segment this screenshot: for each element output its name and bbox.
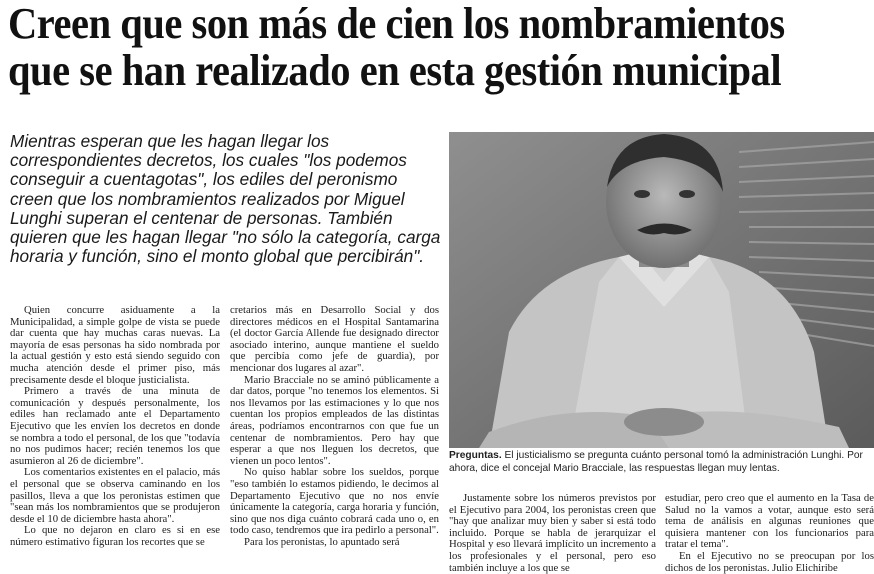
paragraph: Los comentarios existentes en el palacio, más el personal que se observa caminando en los pasillos, lleva a que los peronistas estimen que "sean más los nombramientos que se produjeron desde el 10 de diciembre hasta ahora".: [10, 466, 220, 525]
paragraph: En el Ejecutivo no se preocupan por los dichos de los peronistas. Julio Elichiribe: [665, 549, 874, 574]
paragraph: No quiso hablar sobre los sueldos, porque "eso también lo estamos pidiendo, le decimos al Departamento Ejecutivo que no nos envíe únicamente la categoría, carga horaria y función, sino que nos diga cuánto cobrará cada uno o, en todo caso, tendremos que ira pedirlo a personal".: [230, 466, 439, 537]
article-column-2: [230, 305, 439, 574]
paragraph: Lo que no dejaron en claro es si en ese número estimativo figuran los recortes que se: [10, 524, 220, 548]
article-column-3: [449, 493, 656, 574]
paragraph: Para los peronistas, lo apuntado será: [244, 535, 400, 548]
headline-line-2: que se han realizado en esta gestión municipal: [8, 46, 782, 95]
headline-line-1: Creen que son más de cien los nombramientos: [8, 0, 785, 48]
headline: [8, 0, 801, 94]
photo-caption: [449, 450, 873, 475]
news-photo: [449, 132, 874, 448]
paragraph: Justamente sobre los números previstos por el Ejecutivo para 2004, los peronistas creen que "hay que analizar muy bien y saber si está todo incluido. Porque se habla de jerarquizar el Hospital y eso llevará implícito un incremento a los profesionales y el personal, pero eso también incluye a los que se: [449, 493, 656, 574]
paragraph: Quien concurre asiduamente a la Municipalidad, a simple golpe de vista se puede dar cuenta que hay muchas caras nuevas. La mayoría de esas personas ha sido nombrada por la actual gestión y esto está siendo seguido con mucha atención desde el primer piso, más precisamente desde el bloque justicialista.: [10, 305, 220, 386]
paragraph: cretarios más en Desarrollo Social y dos directores médicos en el Hospital Santamarina (el doctor García Allende fue designado director asociado interino, aunque mantiene el sueldo que percibía como jefe de guardia), por mencionar dos lugares al azar".: [230, 305, 439, 374]
article-column-4: [665, 493, 874, 574]
paragraph: Mario Bracciale no se aminó públicamente a dar datos, porque "no tenemos los elementos. Si nos llevamos por las estimaciones y lo que nos cuentan los propios empleados de las distintas áreas, podríamos encontrarnos con que fue un centenar de nombramientos. Pero hay que esperar a que nos lleguen los decretos, que vienen un poco lentos".: [230, 373, 439, 467]
paragraph: Primero a través de una minuta de comunicación y después personalmente, los ediles han reclamado ante el Departamento Ejecutivo que les envíen los decretos en donde se nombra a todo el personal, de los que "todavía no nos pudimos hacer; recién tenemos los que asumieron al 26 de diciembre".: [10, 385, 220, 467]
paragraph: estudiar, pero creo que el aumento en la Tasa de Salud no la vamos a votar, aunque esto será tema de análisis en algunas reuniones que quisiera mantener con los funcionarios para tratar el tema".: [665, 493, 874, 551]
caption-label: Preguntas.: [449, 450, 502, 461]
caption-text: El justicialismo se pregunta cuánto personal tomó la administración Lunghi. Por ahora, dice el concejal Mario Bracciale, las respuestas llegan muy lentas.: [449, 450, 863, 474]
article-column-1: [10, 305, 220, 574]
lead-paragraph: Mientras esperan que les hagan llegar los correspondientes decretos, los cuales "los podemos conseguir a cuentagotas", los ediles del peronismo creen que los nombramientos realizados por Miguel Lunghi superan el centenar de personas. También quieren que les hagan llegar "no sólo la categoría, carga horaria y función, sino el monto global que percibirán".: [10, 131, 441, 267]
